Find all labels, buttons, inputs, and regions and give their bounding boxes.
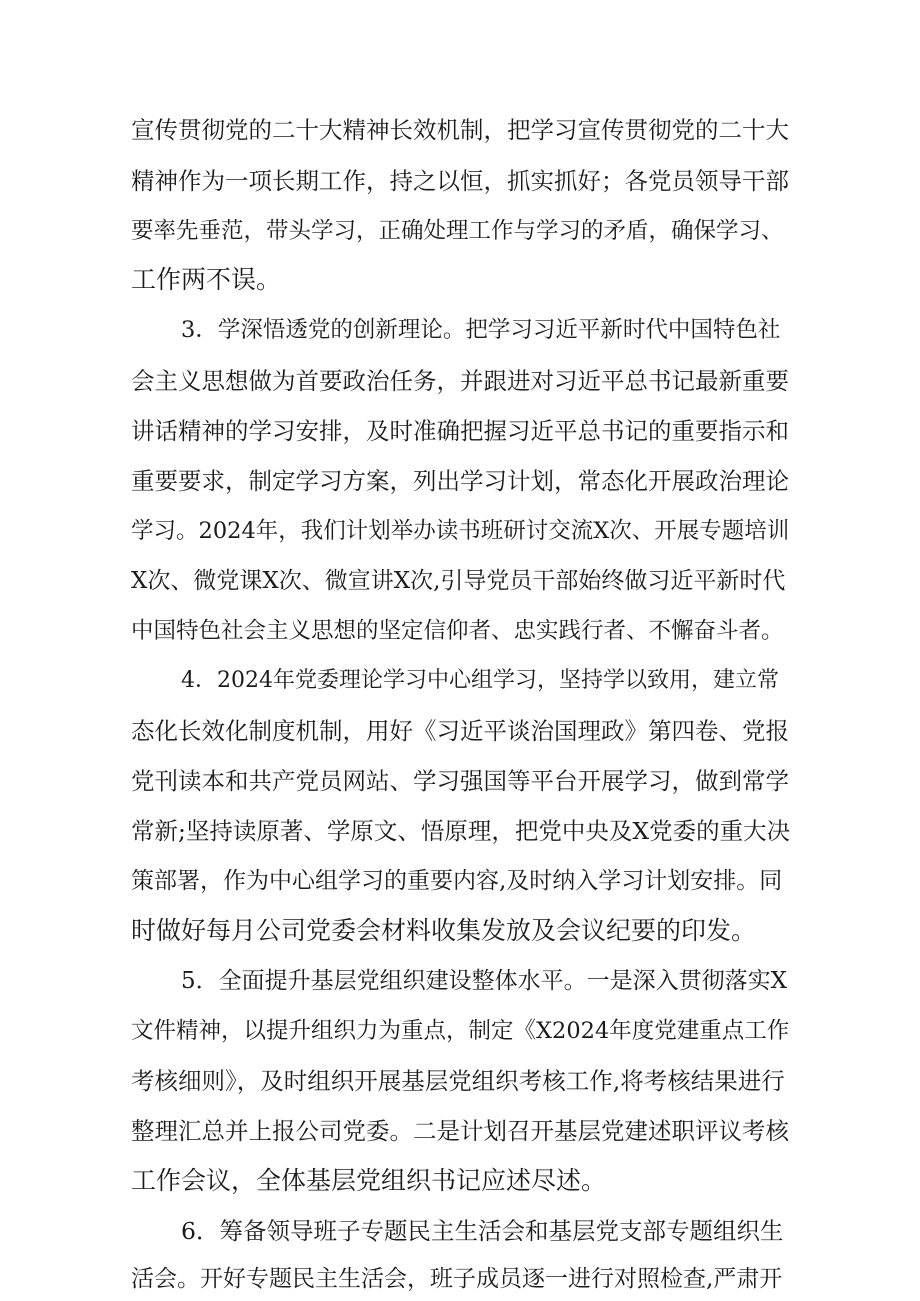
text-line: 重要要求，制定学习方案，列出学习计划，常态化开展政治理论 bbox=[131, 467, 789, 495]
text-line: 党刊读本和共产党员网站、学习强国等平台开展学习，做到常学 bbox=[131, 767, 789, 795]
text-line: 整理汇总并上报公司党委。二是计划召开基层党建述职评议考核 bbox=[131, 1117, 789, 1145]
text-line: 工作两不误。 bbox=[131, 265, 282, 294]
text-line: 活会。开好专题民主生活会，班子成员逐一进行对照检查,严肃开 bbox=[131, 1266, 783, 1292]
text-line: 态化长效化制度机制，用好《习近平谈治国理政》第四卷、党报 bbox=[131, 717, 789, 745]
text-line: 4．2024年党委理论学习中心组学习，坚持学以致用，建立常 bbox=[181, 668, 779, 693]
text-line: 宣传贯彻党的二十大精神长效机制，把学习宣传贯彻党的二十大 bbox=[131, 116, 789, 144]
text-line: 6．筹备领导班子专题民主生活会和基层党支部专题组织生 bbox=[181, 1217, 784, 1245]
text-line: 要率先垂范，带头学习，正确处理工作与学习的矛盾，确保学习、 bbox=[131, 218, 784, 244]
text-line: 工作会议，全体基层党组织书记应述尽述。 bbox=[131, 1166, 607, 1195]
text-line: 常新;坚持读原著、学原文、悟原理，把党中央及X党委的重大决 bbox=[131, 817, 791, 845]
text-line: 会主义思想做为首要政治任务，并跟进对习近平总书记最新重要 bbox=[131, 367, 789, 395]
text-line: 精神作为一项长期工作，持之以恒，抓实抓好；各党员领导干部 bbox=[131, 167, 789, 195]
text-line: X次、微党课X次、微宣讲X次,引导党员干部始终做习近平新时代 bbox=[131, 568, 786, 594]
text-line: 时做好每月公司党委会材料收集发放及会议纪要的印发。 bbox=[131, 916, 757, 945]
text-line: 考核细则》，及时组织开展基层党组织考核工作,将考核结果进行 bbox=[131, 1067, 785, 1095]
text-line: 学习。2024年，我们计划举办读书班研讨交流X次、开展专题培训 bbox=[131, 518, 790, 544]
text-line: 3．学深悟透党的创新理论。把学习习近平新时代中国特色社 bbox=[181, 317, 781, 343]
text-line: 5．全面提升基层党组织建设整体水平。一是深入贯彻落实X bbox=[181, 968, 788, 994]
text-line: 策部署，作为中心组学习的重要内容,及时纳入学习计划安排。同 bbox=[131, 868, 783, 894]
text-line: 讲话精神的学习安排，及时准确把握习近平总书记的重要指示和 bbox=[131, 417, 789, 445]
text-line: 文件精神，以提升组织力为重点，制定《X2024年度党建重点工作 bbox=[131, 1018, 790, 1044]
text-line: 中国特色社会主义思想的坚定信仰者、忠实践行者、不懈奋斗者。 bbox=[131, 618, 784, 644]
